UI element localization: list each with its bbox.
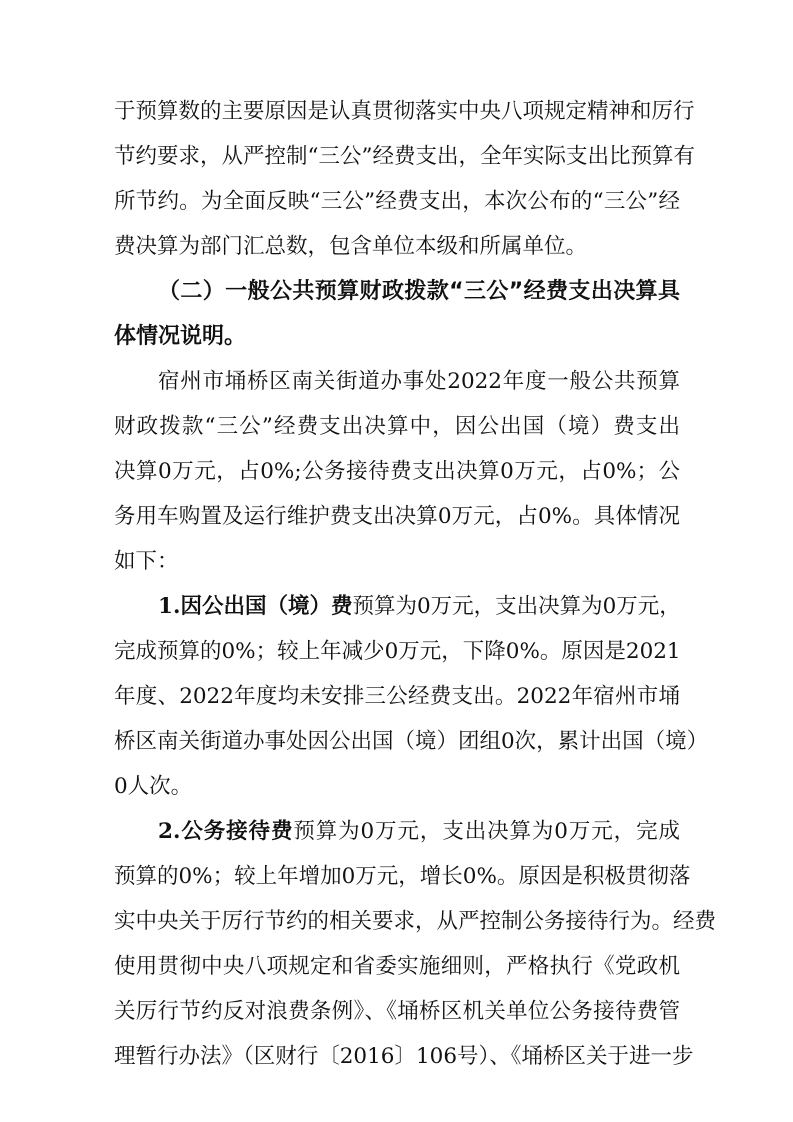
paragraph-line: 桥区南关街道办事处因公出国（境）团组0次，累计出国（境） [114,729,709,754]
paragraph-line: 使用贯彻中央八项规定和省委实施细则，严格执行《党政机 [114,954,680,979]
paragraph-line: 理暂行办法》（区财行〔2016〕106号）、《埇桥区关于进一步 [114,1044,694,1069]
paragraph-line: 于预算数的主要原因是认真贯彻落实中央八项规定精神和厉行 [114,99,695,124]
paragraph-line: 完成预算的0%；较上年减少0万元，下降0%。原因是2021 [114,639,681,664]
paragraph-line: 节约要求，从严控制“三公”经费支出，全年实际支出比预算有 [114,144,695,169]
paragraph-line: 0人次。 [114,774,193,799]
item-title: 1.因公出国（境）费 [158,594,353,619]
paragraph-line: 宿州市埇桥区南关街道办事处2022年度一般公共预算 [158,369,680,394]
paragraph-line: 年度、2022年度均未安排三公经费支出。2022年宿州市埇 [114,684,680,709]
item-line [158,592,680,622]
item-text: 预算为0万元，支出决算为0万元， [352,594,681,619]
item-text: 预算为0万元，支出决算为0万元，完成 [293,819,680,844]
section-heading: 体情况说明。 [114,324,247,349]
section-heading: （二）一般公共预算财政拨款“三公”经费支出决算具 [158,279,680,304]
paragraph-line: 实中央关于厉行节约的相关要求，从严控制公务接待行为。经费 [114,909,717,934]
item-line [158,817,680,847]
item-title: 2.公务接待费 [158,819,294,844]
paragraph-line: 务用车购置及运行维护费支出决算0万元，占0%。具体情况 [114,504,680,529]
paragraph-line: 关厉行节约反对浪费条例》、《埇桥区机关单位公务接待费管 [114,999,680,1024]
paragraph-line: 如下： [114,549,179,574]
paragraph-line: 财政拨款“三公”经费支出决算中，因公出国（境）费支出 [114,414,680,439]
paragraph-line: 预算的0%；较上年增加0万元，增长0%。原因是积极贯彻落 [114,864,691,889]
paragraph-line: 费决算为部门汇总数，包含单位本级和所属单位。 [114,234,588,259]
paragraph-line: 所节约。为全面反映“三公”经费支出，本次公布的“三公”经 [114,189,680,214]
paragraph-line: 决算0万元，占0%;公务接待费支出决算0万元，占0%；公 [114,459,680,484]
